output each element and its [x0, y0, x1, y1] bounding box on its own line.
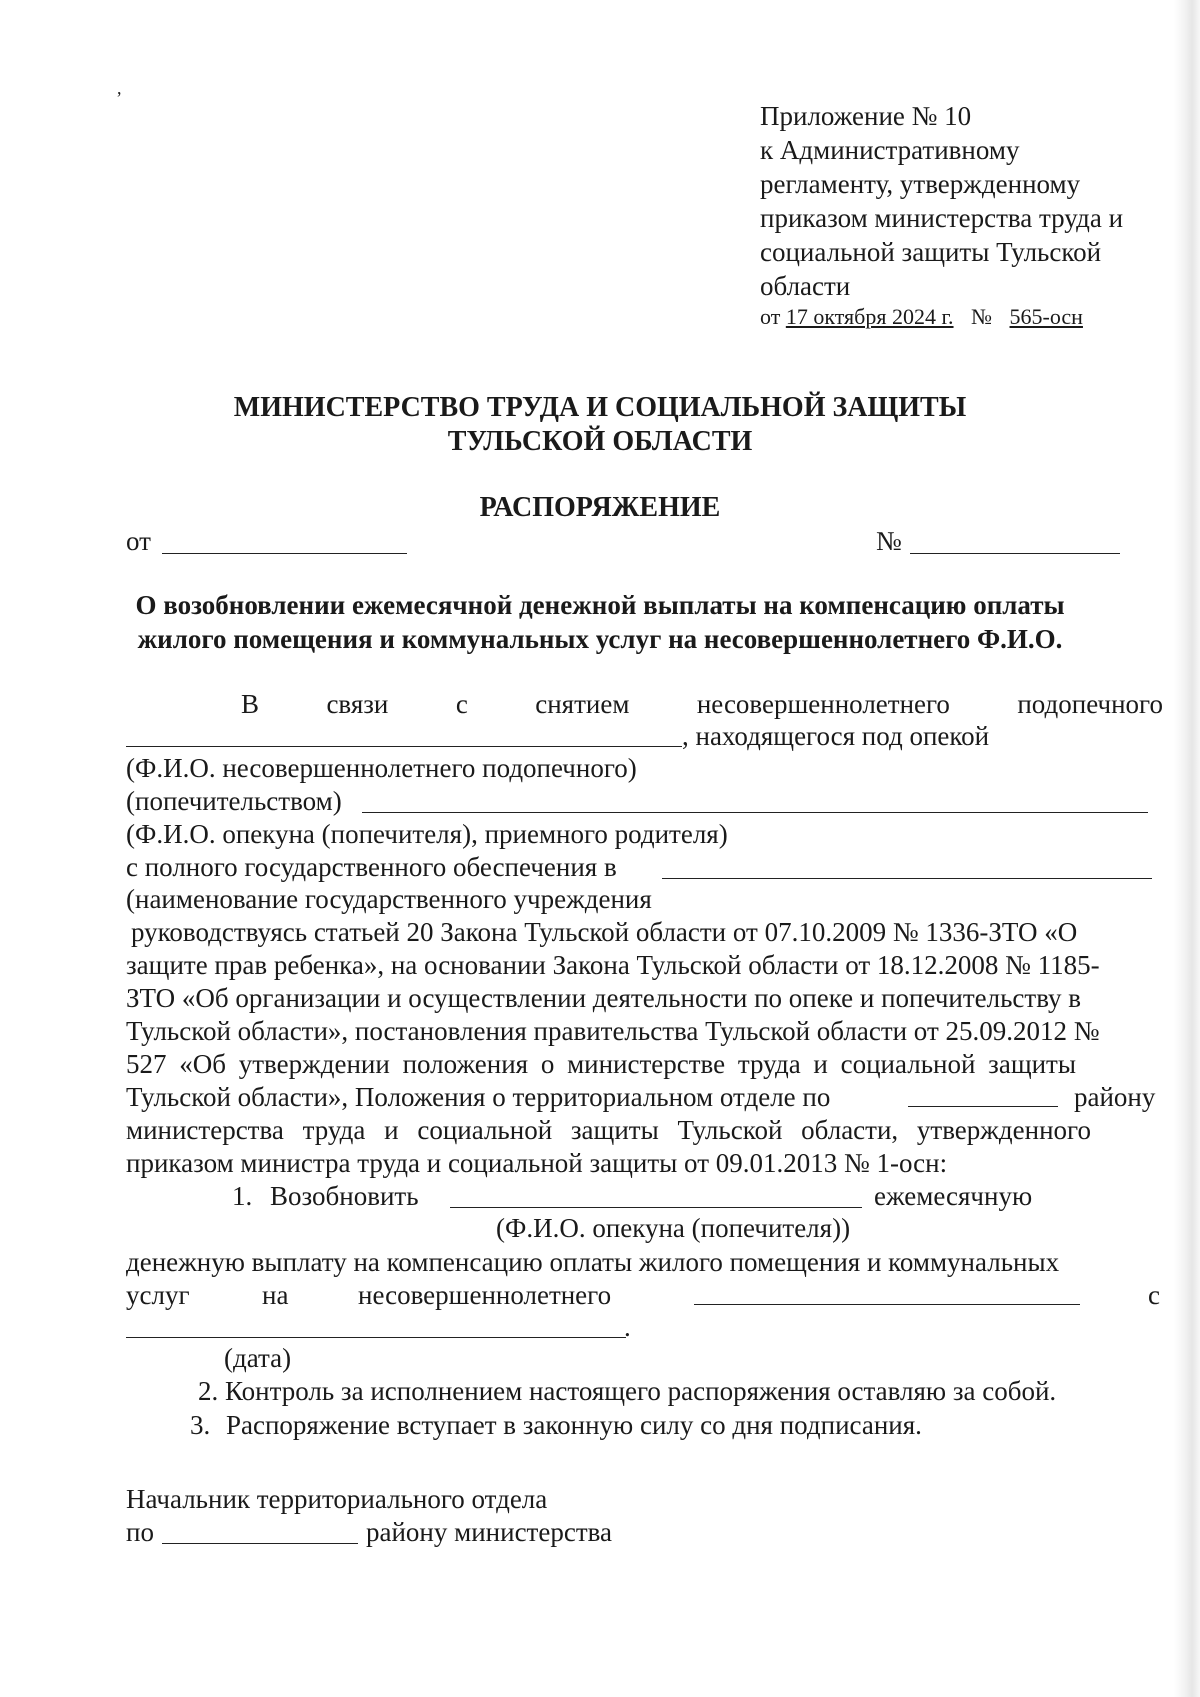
item-1-line-3-word: услуг	[126, 1280, 190, 1310]
scan-page-edge	[1174, 0, 1200, 1697]
guardian-name-blank	[362, 812, 1148, 813]
institution-blank	[662, 878, 1152, 879]
appendix-line-5: социальной защиты Тульской	[760, 237, 1102, 267]
legal-basis-line-8: приказом министра труда и социальной защиты от 09.01.2013 № 1-осн:	[126, 1148, 948, 1178]
appendix-line-2: к Административному	[760, 135, 1020, 165]
ward-name-hint: (Ф.И.О. несовершеннолетнего подопечного)	[126, 753, 637, 783]
item-1-number: 1.	[232, 1181, 253, 1211]
item-1-date-blank	[126, 1337, 626, 1338]
signatory-district-suffix: району министерства	[366, 1517, 612, 1547]
order-date-blank	[162, 553, 407, 554]
guardianship-text: (попечительством)	[126, 786, 342, 816]
legal-basis-line-7: министерства труда и социальной защиты Тульской области, утвержденного	[126, 1115, 1091, 1145]
item-1-line-2: денежную выплату на компенсацию оплаты жилого помещения и коммунальных	[126, 1247, 1060, 1277]
legal-basis-line-5: 527 «Об утверждении положения о министерстве труда и социальной защиты	[126, 1049, 1076, 1079]
opening-word: снятием	[535, 689, 630, 719]
legal-basis-line-6a: Тульской области», Положения о территориальном отделе по	[126, 1082, 831, 1112]
item-3-text: Распоряжение вступает в законную силу со дня подписания.	[226, 1410, 922, 1440]
legal-basis-line-4: Тульской области», постановления правительства Тульской области от 25.09.2012 №	[126, 1016, 1100, 1046]
item-1-date-hint: (дата)	[224, 1343, 292, 1373]
opening-word: несовершеннолетнего	[696, 689, 950, 719]
order-number-label: №	[876, 526, 902, 556]
item-1-verb: Возобновить	[270, 1181, 419, 1211]
legal-basis-line-6b: району	[1074, 1082, 1156, 1112]
signatory-district-blank	[162, 1543, 358, 1544]
guardian-name-hint: (Ф.И.О. опекуна (попечителя), приемного родителя)	[126, 819, 728, 849]
item-1-line-3-end: с	[1148, 1280, 1160, 1310]
order-date-label: от	[126, 526, 151, 556]
signatory-district-prefix: по	[126, 1517, 154, 1547]
full-support-text: с полного государственного обеспечения в	[126, 852, 617, 882]
item-1-monthly-text: ежемесячную	[874, 1181, 1033, 1211]
district-blank	[908, 1106, 1058, 1107]
paragraph-opening-line	[241, 688, 1163, 721]
appendix-date-prefix: от	[760, 304, 781, 329]
legal-basis-line-2: защите прав ребенка», на основании Закона Тульской области от 18.12.2008 № 1185-	[126, 950, 1100, 980]
opening-word: подопечного	[1017, 689, 1163, 719]
stray-scan-mark: ,	[117, 78, 122, 98]
org-name-line-1: МИНИСТЕРСТВО ТРУДА И СОЦИАЛЬНОЙ ЗАЩИТЫ	[233, 392, 967, 423]
under-guardianship-text: , находящегося под опекой	[682, 721, 990, 751]
appendix-line-6: области	[760, 271, 851, 301]
appendix-number: 565-осн	[1009, 304, 1083, 329]
item-1-guardian-hint: (Ф.И.О. опекуна (попечителя))	[496, 1213, 851, 1243]
appendix-date-line	[760, 302, 1083, 332]
order-title-line-1: О возобновлении ежемесячной денежной выплаты на компенсацию оплаты	[135, 590, 1065, 620]
appendix-line-1: Приложение № 10	[760, 101, 972, 131]
opening-word: В	[241, 689, 260, 719]
appendix-line-3: регламенту, утвержденному	[760, 169, 1081, 199]
item-1-minor-name-blank	[694, 1304, 1080, 1305]
ward-name-blank	[126, 746, 682, 747]
item-1-line-3-word: несовершеннолетнего	[358, 1280, 612, 1310]
institution-hint: (наименование государственного учреждения	[126, 884, 652, 914]
order-title-line-2: жилого помещения и коммунальных услуг на несовершеннолетнего Ф.И.О.	[137, 624, 1063, 654]
document-type: РАСПОРЯЖЕНИЕ	[479, 492, 721, 523]
legal-basis-line-3: ЗТО «Об организации и осуществлении деятельности по опеке и попечительству в	[126, 983, 1082, 1013]
opening-word: с	[455, 689, 468, 719]
legal-basis-line-1: руководствуясь статьей 20 Закона Тульской области от 07.10.2009 № 1336-ЗТО «О	[131, 917, 1078, 947]
item-1-guardian-blank	[450, 1207, 862, 1208]
signatory-title: Начальник территориального отдела	[126, 1484, 548, 1514]
item-1-line-3-word: на	[262, 1280, 289, 1310]
item-2: 2. Контроль за исполнением настоящего распоряжения оставляю за собой.	[198, 1376, 1057, 1406]
item-1-line-4-end: .	[624, 1312, 631, 1342]
appendix-number-sign: №	[971, 304, 993, 329]
org-name-line-2: ТУЛЬСКОЙ ОБЛАСТИ	[447, 426, 753, 457]
appendix-line-4: приказом министерства труда и	[760, 203, 1124, 233]
item-3-number: 3.	[190, 1410, 211, 1440]
order-number-blank	[910, 553, 1120, 554]
opening-word: связи	[326, 689, 389, 719]
appendix-date: 17 октября 2024 г.	[785, 304, 954, 329]
